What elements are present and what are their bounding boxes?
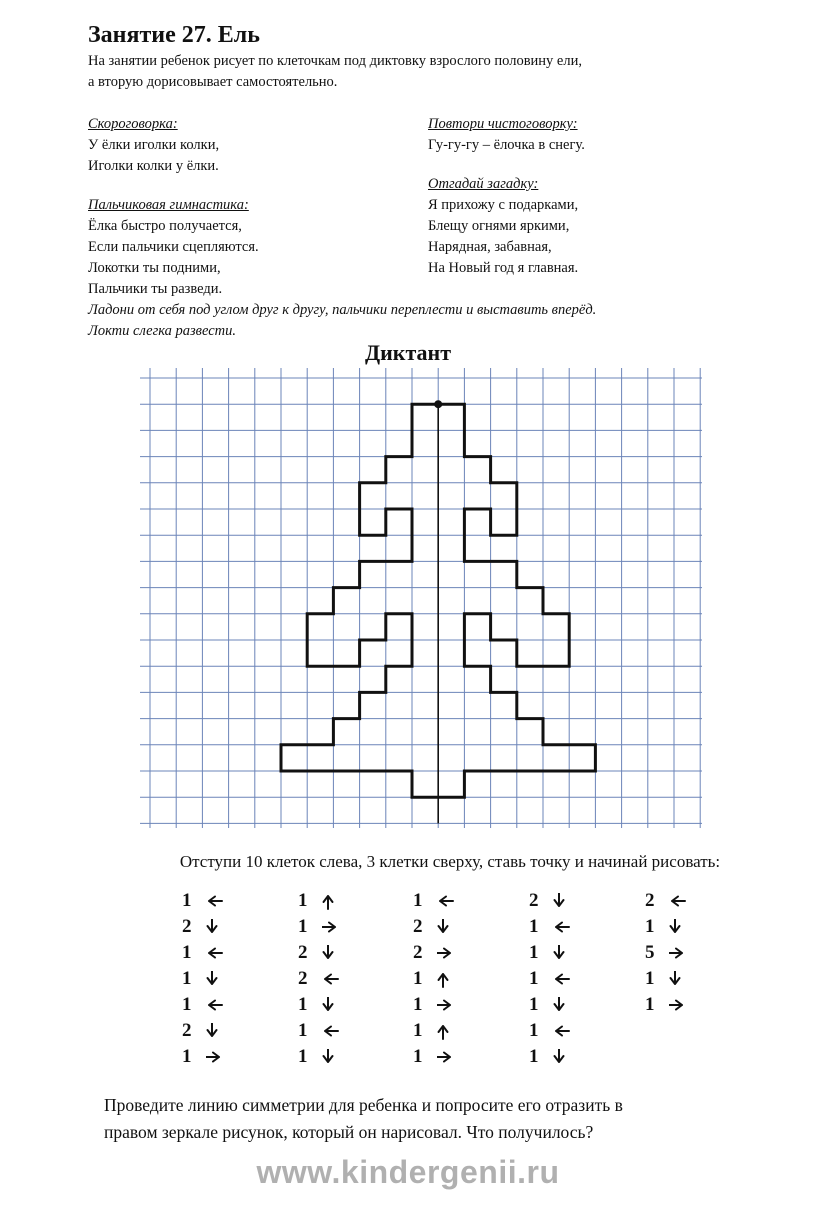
arrow-shape — [555, 945, 564, 958]
arrow-shape — [209, 1001, 222, 1010]
arrow-shape — [669, 1001, 682, 1010]
arrow-shape — [437, 1053, 450, 1062]
command-row — [645, 914, 715, 940]
command-count: 1 — [298, 1020, 308, 1041]
arrow-left-icon — [322, 973, 339, 985]
arrow-left-icon — [206, 999, 223, 1011]
arrow-shape — [556, 975, 569, 984]
arrow-down-icon — [437, 919, 449, 936]
finger-gym-note: Ладони от себя под углом друг к другу, пальчики переплести и выставить вперёд. — [88, 302, 597, 318]
arrow-down-icon — [553, 945, 565, 962]
command-row — [298, 1018, 368, 1044]
command-row — [529, 914, 599, 940]
arrow-shape — [671, 919, 680, 932]
arrow-down-icon — [553, 1049, 565, 1066]
command-count: 5 — [645, 942, 655, 963]
arrow-shape — [439, 974, 448, 987]
arrow-down-icon — [322, 945, 334, 962]
command-row — [182, 1044, 252, 1070]
command-count: 1 — [529, 1020, 539, 1041]
command-count: 1 — [182, 1046, 192, 1067]
arrow-right-icon — [669, 999, 686, 1011]
arrow-down-icon — [206, 971, 218, 988]
arrow-shape — [324, 945, 333, 958]
command-count: 2 — [182, 916, 192, 937]
command-count: 1 — [413, 1046, 423, 1067]
command-count: 1 — [529, 916, 539, 937]
arrow-shape — [209, 949, 222, 958]
tongue-twister-heading: Скороговорка: — [88, 116, 178, 132]
command-row — [645, 888, 715, 914]
arrow-left-icon — [206, 947, 223, 959]
grid-drawing — [140, 368, 702, 828]
closing-text — [104, 1092, 744, 1146]
command-count: 1 — [182, 942, 192, 963]
command-count: 2 — [529, 890, 539, 911]
command-row — [413, 1044, 483, 1070]
dictation-title: Диктант — [364, 340, 452, 365]
pure-phrase — [428, 114, 585, 156]
riddle — [428, 174, 578, 279]
command-row — [298, 940, 368, 966]
arrow-shape — [555, 997, 564, 1010]
command-count: 2 — [413, 916, 423, 937]
command-count: 1 — [529, 994, 539, 1015]
arrow-shape — [440, 897, 453, 906]
arrow-shape — [555, 893, 564, 906]
arrow-shape — [556, 1027, 569, 1036]
arrow-right-icon — [669, 947, 686, 959]
arrow-shape — [556, 923, 569, 932]
instruction-text: Отступи 10 клеток слева, 3 клетки сверху, ставь точку и начинай рисовать: — [179, 852, 721, 871]
command-count: 1 — [298, 916, 308, 937]
riddle-heading: Отгадай загадку: — [428, 176, 539, 192]
riddle-line: На Новый год я главная. — [428, 260, 579, 276]
intro-line: На занятии ребенок рисует по клеточкам под диктовку взрослого половину ели, — [88, 53, 582, 69]
arrow-down-icon — [553, 997, 565, 1014]
arrow-shape — [206, 1053, 219, 1062]
commands-column — [645, 888, 715, 1018]
arrow-shape — [208, 971, 217, 984]
website-watermark: www.kindergenii.ru — [256, 1154, 560, 1190]
command-row — [529, 992, 599, 1018]
command-count: 2 — [645, 890, 655, 911]
command-count: 1 — [529, 942, 539, 963]
command-row — [413, 914, 483, 940]
command-count: 1 — [298, 1046, 308, 1067]
command-row — [529, 1018, 599, 1044]
command-count: 2 — [298, 968, 308, 989]
command-count: 1 — [413, 890, 423, 911]
command-count: 2 — [413, 942, 423, 963]
command-count: 1 — [529, 1046, 539, 1067]
arrow-left-icon — [553, 921, 570, 933]
finger-gym-line: Ёлка быстро получается, — [88, 218, 242, 234]
start-dot — [434, 400, 442, 408]
arrow-down-icon — [206, 1023, 218, 1040]
command-row — [182, 992, 252, 1018]
arrow-shape — [208, 1023, 217, 1036]
command-row — [529, 966, 599, 992]
riddle-line: Нарядная, забавная, — [428, 239, 552, 255]
command-row — [645, 992, 715, 1018]
riddle-line: Блещу огнями яркими, — [428, 218, 570, 234]
arrow-left-icon — [437, 895, 454, 907]
command-row — [529, 1044, 599, 1070]
arrow-shape — [325, 1027, 338, 1036]
arrow-shape — [437, 949, 450, 958]
arrow-shape — [555, 1049, 564, 1062]
arrow-shape — [324, 896, 333, 909]
finger-gym-heading: Пальчиковая гимнастика: — [88, 197, 249, 213]
command-row — [529, 888, 599, 914]
command-count: 1 — [182, 890, 192, 911]
arrow-shape — [437, 1001, 450, 1010]
arrow-left-icon — [322, 1025, 339, 1037]
command-count: 2 — [182, 1020, 192, 1041]
arrow-down-icon — [322, 1049, 334, 1066]
command-count: 1 — [413, 968, 423, 989]
command-row — [529, 940, 599, 966]
arrow-shape — [439, 1026, 448, 1039]
arrow-up-icon — [437, 1023, 449, 1040]
command-count: 1 — [182, 994, 192, 1015]
intro-text — [88, 51, 728, 93]
arrow-left-icon — [206, 895, 223, 907]
command-count: 1 — [298, 890, 308, 911]
arrow-right-icon — [437, 1051, 454, 1063]
command-count: 1 — [413, 994, 423, 1015]
riddle-line: Я прихожу с подарками, — [428, 197, 579, 213]
arrow-shape — [325, 975, 338, 984]
arrow-shape — [672, 897, 685, 906]
grid-lines — [140, 368, 702, 828]
command-row — [413, 888, 483, 914]
command-row — [182, 1018, 252, 1044]
command-count: 1 — [413, 1020, 423, 1041]
commands-column — [413, 888, 483, 1070]
tongue-twister-line: Иголки колки у ёлки. — [88, 158, 219, 174]
finger-gym-line: Пальчики ты разведи. — [88, 281, 223, 297]
arrow-right-icon — [206, 1051, 223, 1063]
command-row — [298, 966, 368, 992]
command-count: 1 — [645, 968, 655, 989]
arrow-down-icon — [669, 919, 681, 936]
arrow-shape — [439, 919, 448, 932]
command-row — [645, 940, 715, 966]
finger-gym-note: Локти слегка развести. — [88, 323, 236, 339]
command-count: 1 — [182, 968, 192, 989]
command-row — [298, 888, 368, 914]
arrow-left-icon — [669, 895, 686, 907]
arrow-right-icon — [437, 947, 454, 959]
command-row — [182, 914, 252, 940]
arrow-down-icon — [206, 919, 218, 936]
commands-column — [298, 888, 368, 1070]
arrow-down-icon — [669, 971, 681, 988]
arrow-left-icon — [553, 973, 570, 985]
command-count: 1 — [529, 968, 539, 989]
arrow-up-icon — [437, 971, 449, 988]
closing-line: Проведите линию симметрии для ребенка и попросите его отразить в — [104, 1095, 623, 1115]
finger-gym-line: Локотки ты подними, — [88, 260, 221, 276]
command-row — [298, 914, 368, 940]
arrow-shape — [208, 919, 217, 932]
arrow-right-icon — [437, 999, 454, 1011]
arrow-up-icon — [322, 893, 334, 910]
command-count: 1 — [298, 994, 308, 1015]
tongue-twister — [88, 114, 219, 177]
arrow-shape — [322, 923, 335, 932]
intro-line: а вторую дорисовывает самостоятельно. — [88, 74, 338, 90]
arrow-shape — [209, 897, 222, 906]
pure-phrase-line: Гу-гу-гу – ёлочка в снегу. — [428, 137, 585, 153]
arrow-right-icon — [322, 921, 339, 933]
command-count: 1 — [645, 994, 655, 1015]
page-title: Занятие 27. Ель — [88, 22, 260, 48]
arrow-left-icon — [553, 1025, 570, 1037]
command-row — [182, 940, 252, 966]
command-row — [413, 966, 483, 992]
command-count: 2 — [298, 942, 308, 963]
finger-gym-line: Если пальчики сцепляются. — [88, 239, 259, 255]
command-row — [298, 1044, 368, 1070]
command-row — [413, 992, 483, 1018]
closing-line: правом зеркале рисунок, который он нарисовал. Что получилось? — [104, 1122, 594, 1142]
arrow-down-icon — [553, 893, 565, 910]
command-row — [298, 992, 368, 1018]
command-row — [182, 966, 252, 992]
commands-column — [529, 888, 599, 1070]
commands-column — [182, 888, 252, 1070]
arrow-shape — [669, 949, 682, 958]
command-row — [182, 888, 252, 914]
command-count: 1 — [645, 916, 655, 937]
arrow-down-icon — [322, 997, 334, 1014]
command-row — [413, 1018, 483, 1044]
tongue-twister-line: У ёлки иголки колки, — [88, 137, 220, 153]
command-row — [413, 940, 483, 966]
command-row — [645, 966, 715, 992]
arrow-shape — [324, 1049, 333, 1062]
arrow-shape — [671, 971, 680, 984]
arrow-shape — [324, 997, 333, 1010]
pure-phrase-heading: Повтори чистоговорку: — [428, 116, 578, 132]
